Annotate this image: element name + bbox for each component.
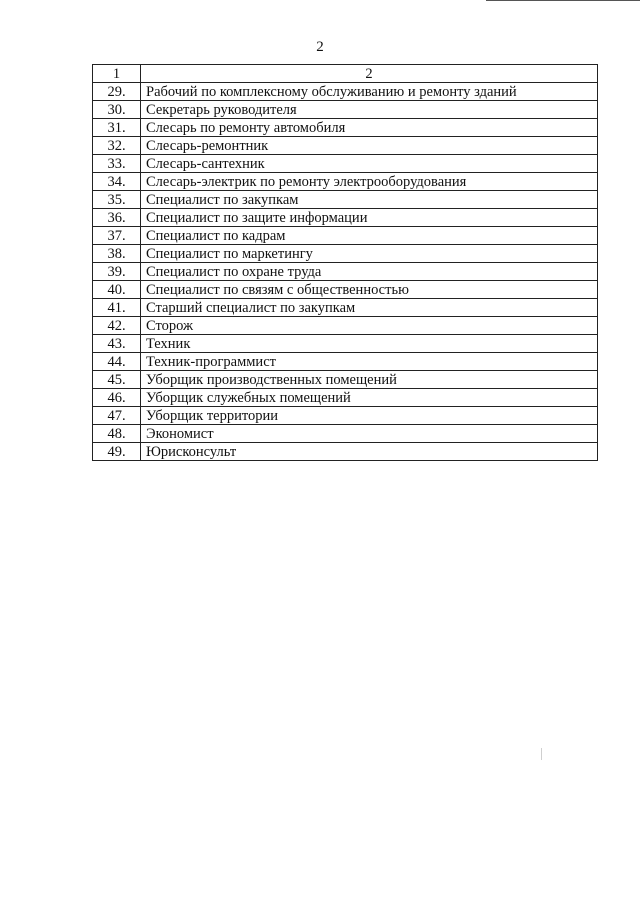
- position-title: Слесарь-ремонтник: [141, 137, 598, 155]
- row-number: 31.: [93, 119, 141, 137]
- table-header-row: [93, 65, 598, 83]
- row-number: 29.: [93, 83, 141, 101]
- table-row: [93, 119, 598, 137]
- table-row: [93, 173, 598, 191]
- table-row: [93, 191, 598, 209]
- table-row: [93, 335, 598, 353]
- positions-table: [92, 64, 598, 461]
- row-number: 40.: [93, 281, 141, 299]
- position-title: Техник: [141, 335, 598, 353]
- position-title: Уборщик производственных помещений: [141, 371, 598, 389]
- table-row: [93, 443, 598, 461]
- table-row: [93, 371, 598, 389]
- page-number: 2: [316, 39, 324, 55]
- row-number: 47.: [93, 407, 141, 425]
- table-row: [93, 389, 598, 407]
- table-row: [93, 227, 598, 245]
- position-title: Юрисконсульт: [141, 443, 598, 461]
- table-row: [93, 317, 598, 335]
- position-title: Специалист по кадрам: [141, 227, 598, 245]
- row-number: 44.: [93, 353, 141, 371]
- position-title: Специалист по охране труда: [141, 263, 598, 281]
- row-number: 30.: [93, 101, 141, 119]
- table-row: [93, 407, 598, 425]
- table-row: [93, 137, 598, 155]
- position-title: Слесарь-сантехник: [141, 155, 598, 173]
- position-title: Уборщик служебных помещений: [141, 389, 598, 407]
- row-number: 36.: [93, 209, 141, 227]
- position-title: Специалист по закупкам: [141, 191, 598, 209]
- table-row: [93, 263, 598, 281]
- scan-edge-line: [486, 0, 640, 1]
- row-number: 38.: [93, 245, 141, 263]
- column-header-number: 1: [93, 65, 141, 83]
- row-number: 49.: [93, 443, 141, 461]
- scan-speck: [541, 748, 542, 760]
- row-number: 32.: [93, 137, 141, 155]
- table-row: [93, 209, 598, 227]
- row-number: 46.: [93, 389, 141, 407]
- row-number: 41.: [93, 299, 141, 317]
- table-row: [93, 101, 598, 119]
- row-number: 42.: [93, 317, 141, 335]
- column-header-title: 2: [141, 65, 598, 83]
- position-title: Старший специалист по закупкам: [141, 299, 598, 317]
- position-title: Экономист: [141, 425, 598, 443]
- table-row: [93, 83, 598, 101]
- table-row: [93, 281, 598, 299]
- position-title: Специалист по маркетингу: [141, 245, 598, 263]
- row-number: 48.: [93, 425, 141, 443]
- position-title: Техник-программист: [141, 353, 598, 371]
- row-number: 39.: [93, 263, 141, 281]
- position-title: Специалист по связям с общественностью: [141, 281, 598, 299]
- table-row: [93, 425, 598, 443]
- position-title: Уборщик территории: [141, 407, 598, 425]
- position-title: Секретарь руководителя: [141, 101, 598, 119]
- position-title: Сторож: [141, 317, 598, 335]
- position-title: Слесарь по ремонту автомобиля: [141, 119, 598, 137]
- position-title: Рабочий по комплексному обслуживанию и ремонту зданий: [141, 83, 598, 101]
- row-number: 33.: [93, 155, 141, 173]
- table-row: [93, 353, 598, 371]
- table-row: [93, 245, 598, 263]
- row-number: 45.: [93, 371, 141, 389]
- position-title: Специалист по защите информации: [141, 209, 598, 227]
- table-row: [93, 155, 598, 173]
- row-number: 37.: [93, 227, 141, 245]
- position-title: Слесарь-электрик по ремонту электрооборудования: [141, 173, 598, 191]
- row-number: 35.: [93, 191, 141, 209]
- table-row: [93, 299, 598, 317]
- row-number: 43.: [93, 335, 141, 353]
- row-number: 34.: [93, 173, 141, 191]
